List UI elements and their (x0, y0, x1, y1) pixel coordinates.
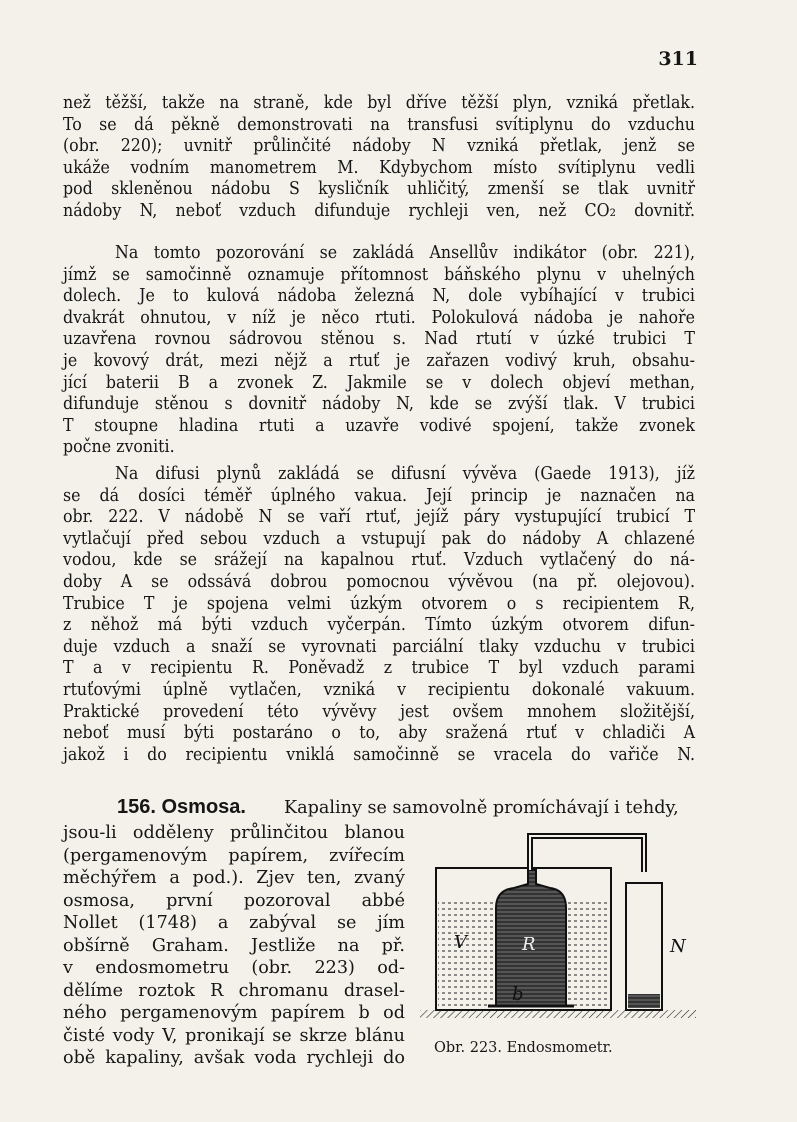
text-line: rtuťovými úplně vytlačen, vzniká v recipientu dokonalé vakuum. (63, 679, 695, 700)
text-line: jící baterii B a zvonek Z. Jakmile se v dolech objeví methan, (63, 372, 695, 393)
text-line: osmosa, první pozoroval abbé (63, 890, 405, 911)
label-r: R (522, 934, 536, 955)
text-line: (obr. 220); uvnitř průlinčité nádoby N vzniká přetlak, jenž se (63, 136, 695, 157)
text-line: jsou-li odděleny průlinčitou blanou (63, 823, 405, 843)
paragraph-2 (63, 243, 695, 459)
manometer-tube (626, 883, 662, 1010)
text-line: než těžší, takže na straně, kde byl dříve těžší plyn, vzniká přetlak. (63, 93, 695, 113)
endosmometer-figure (418, 828, 698, 1038)
text-line: dolech. Je to kulová nádoba železná N, dole vybíhající v trubici (63, 286, 695, 307)
text-line: To se dá pěkně demonstrovati na transfusi svítiplynu do vzduchu (63, 114, 695, 135)
section-column-text (63, 822, 405, 1070)
text-line: ukáže vodním manometrem M. Kdybychom místo svítiplynu vedli (63, 157, 695, 178)
text-line: difunduje stěnou s dovnitř nádoby N, kde se zvýší tlak. V trubici (63, 394, 695, 415)
text-line: v endosmometru (obr. 223) od- (63, 958, 405, 978)
text-line: měchýřem a pod.). Zjev ten, zvaný (63, 868, 405, 888)
text-line: jímž se samočinně oznamuje přítomnost báňského plynu v uhelných (63, 264, 695, 285)
text-line: dělíme roztok R chromanu drasel- (63, 980, 405, 1001)
text-line: Na difusi plynů zakládá se difusní vývěva (Gaede 1913), jíž (115, 464, 695, 484)
text-line: dvakrát ohnutou, v níž je něco rtuti. Polokulová nádoba je nahoře (63, 307, 695, 328)
paragraph-1 (63, 93, 695, 223)
section-first-line: Kapaliny se samovolně promíchávají i tehdy, (284, 798, 679, 818)
text-line: nádoby N, neboť vzduch difunduje rychleji ven, než CO₂ dovnitř. (63, 200, 695, 221)
text-line: obě kapaliny, avšak voda rychleji do (63, 1048, 405, 1068)
section-heading: 156. Osmosa. (117, 796, 246, 818)
text-line: obšírně Graham. Jestliže na př. (63, 935, 405, 956)
text-line: vodou, kde se srážejí na kapalnou rtuť. Vzduch vytlačený do ná- (63, 550, 695, 571)
text-line: Praktické provedení této vývěvy jest ovšem mnohem složitější, (63, 701, 695, 722)
table-base (420, 1010, 696, 1018)
page-number: 311 (658, 48, 698, 70)
endosmometer-drawing (418, 828, 698, 1038)
text-line: z něhož má býti vzduch vyčerpán. Tímto úzkým otvorem difun- (63, 615, 695, 636)
text-line: se dá dosíci téměř úplného vakua. Její princip je naznačen na (63, 485, 695, 506)
figure-caption: Obr. 223. Endosmometr. (434, 1040, 613, 1056)
text-line: T stoupne hladina rtuti a uzavře vodivé spojení, takže zvonek (63, 415, 695, 436)
text-line: obr. 222. V nádobě N se vaří rtuť, jejíž páry vystupující trubicí T (63, 507, 695, 528)
text-line: ného pergamenovým papírem b od (63, 1003, 405, 1023)
text-line: doby A se odssává dobrou pomocnou vývěvou (na př. olejovou). (63, 571, 695, 592)
text-line: jakož i do recipientu vniklá samočinně se vracela do vařiče N. (63, 744, 695, 765)
text-line: neboť musí býti postaráno o to, aby sražená rtuť v chladiči A (63, 723, 695, 744)
paragraph-3 (63, 464, 695, 766)
text-line: Trubice T je spojena velmi úzkým otvorem o s recipientem R, (63, 593, 695, 614)
text-line: je kovový drát, mezi nějž a rtuť je zařazen vodivý kruh, obsahu- (63, 350, 695, 371)
text-line: pod skleněnou nádobu S kysličník uhličitý, zmenší se tlak uvnitř (63, 179, 695, 200)
text-line: čisté vody V, pronikají se skrze blánu (63, 1025, 405, 1046)
text-line: T a v recipientu R. Poněvadž z trubice T byl vzduch parami (63, 658, 695, 679)
text-line: Nollet (1748) a zabýval se jím (63, 913, 405, 933)
text-line: vytlačují před sebou vzduch a vstupují pak do nádoby A chlazené (63, 528, 695, 549)
text-line: duje vzduch a snaží se vyrovnati parciální tlaky vzduchu v trubici (63, 636, 695, 657)
text-line: Na tomto pozorování se zakládá Ansellův indikátor (obr. 221), (115, 243, 695, 263)
connecting-tube (530, 836, 644, 872)
label-b: b (512, 984, 524, 1005)
label-n: N (670, 936, 686, 957)
label-v: V (454, 932, 467, 953)
text-line: uzavřena rovnou sádrovou stěnou s. Nad rtutí v úzké trubici T (63, 329, 695, 350)
manometer-liquid (628, 994, 660, 1008)
text-line: počne zvoniti. (63, 437, 175, 458)
text-line: (pergamenovým papírem, zvířecím (63, 845, 405, 866)
